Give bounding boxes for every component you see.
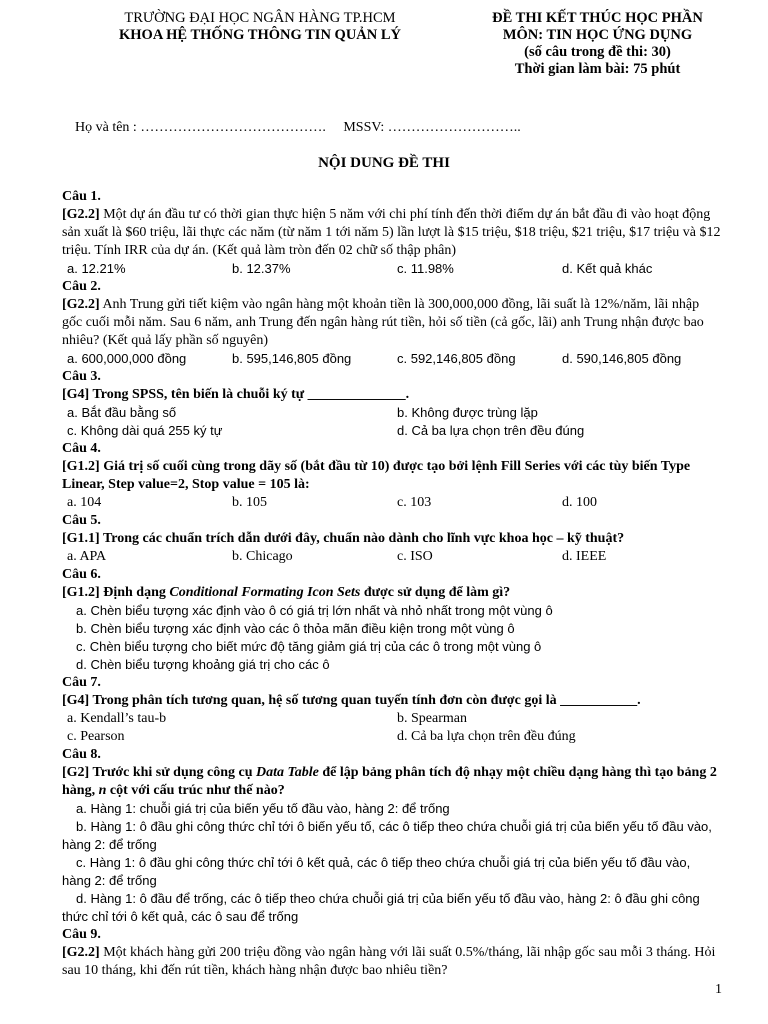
question-2 bbox=[62, 278, 722, 368]
option-a[interactable]: a. 12.21% bbox=[67, 261, 126, 276]
option-b[interactable]: b. 595,146,805 đồng bbox=[232, 351, 352, 366]
option-d[interactable]: d. Cả ba lựa chọn trên đều đúng bbox=[397, 423, 585, 438]
student-id-field[interactable]: MSSV: ……………………….. bbox=[343, 120, 521, 135]
answer-options bbox=[62, 350, 722, 368]
option-d[interactable]: d. Kết quả khác bbox=[562, 261, 653, 276]
question-number: Câu 3. bbox=[62, 369, 101, 384]
option-b[interactable]: b. Chèn biểu tượng xác định vào các ô thỏa mãn điều kiện trong một vùng ô bbox=[76, 621, 515, 636]
header-left bbox=[70, 10, 450, 44]
option-b[interactable]: b. Hàng 1: ô đầu ghi công thức chỉ tới ô biến yếu tố, các ô tiếp theo chứa chuỗi giá trị của biến yếu tố đầu vào, hàng 2: để trống bbox=[62, 819, 712, 852]
option-c[interactable]: c. ISO bbox=[397, 549, 433, 564]
question-number: Câu 9. bbox=[62, 927, 101, 942]
question-count: (số câu trong đề thi: 30) bbox=[524, 44, 671, 60]
question-6 bbox=[62, 566, 722, 674]
question-number: Câu 2. bbox=[62, 279, 101, 294]
answer-options bbox=[62, 404, 722, 440]
option-b[interactable]: b. Chicago bbox=[232, 549, 293, 564]
option-d[interactable]: d. Chèn biểu tượng khoảng giá trị cho các ô bbox=[76, 657, 330, 672]
answer-options bbox=[62, 710, 722, 746]
question-1 bbox=[62, 188, 722, 278]
option-d[interactable]: d. 590,146,805 đồng bbox=[562, 351, 682, 366]
option-c[interactable]: c. 11.98% bbox=[397, 261, 454, 276]
option-b[interactable]: b. 105 bbox=[232, 495, 267, 510]
answer-options bbox=[62, 260, 722, 278]
option-d[interactable]: d. 100 bbox=[562, 495, 597, 510]
option-a[interactable]: a. APA bbox=[67, 549, 107, 564]
question-number: Câu 1. bbox=[62, 189, 101, 204]
subject-name: MÔN: TIN HỌC ỨNG DỤNG bbox=[502, 27, 693, 43]
page-number: 1 bbox=[715, 982, 722, 997]
question-text: [G2.2] Một khách hàng gửi 200 triệu đồng vào ngân hàng với lãi suất 0.5%/tháng, lãi nhập gốc sau mỗi 3 tháng. Hỏi sau 10 tháng, khi đến rút tiền, khách hàng nhận được bao nhiêu tiền? bbox=[62, 945, 716, 978]
student-name-field[interactable]: Họ và tên : …………………………………. bbox=[75, 120, 326, 135]
faculty-name: KHOA HỆ THỐNG THÔNG TIN QUẢN LÝ bbox=[119, 27, 401, 43]
answer-options bbox=[62, 548, 722, 566]
question-number: Câu 5. bbox=[62, 513, 101, 528]
question-4 bbox=[62, 440, 722, 512]
question-number: Câu 7. bbox=[62, 675, 101, 690]
option-d[interactable]: d. IEEE bbox=[562, 549, 607, 564]
questions-list bbox=[62, 188, 722, 980]
option-c[interactable]: c. Chèn biểu tượng cho biết mức độ tăng giảm giá trị của các ô trong một vùng ô bbox=[76, 639, 542, 654]
question-text: [G2.2] Một dự án đầu tư có thời gian thực hiện 5 năm với chi phí tính đến thời điểm dự án bắt đầu đi vào hoạt động sản xuất là $60 triệu, lãi thực các năm (từ năm 1 tới năm 5) lần lượt là $15 triệu, $18 triệu, $21 triệu, $17 triệu và $12 triệu. Tính IRR của dự án. (Kết quả làm tròn đến 02 chữ số thập phân) bbox=[62, 207, 721, 258]
question-8 bbox=[62, 746, 722, 926]
option-c[interactable]: c. Không dài quá 255 ký tự bbox=[67, 423, 223, 438]
question-7 bbox=[62, 674, 722, 746]
question-text: [G1.2] Giá trị số cuối cùng trong dãy số (bắt đầu từ 10) được tạo bởi lệnh Fill Series với các tùy biến Type Linear, Step value=2, Stop value = 105 là: bbox=[62, 459, 691, 492]
question-text: [G1.2] Định dạng Conditional Formating Icon Sets được sử dụng để làm gì? bbox=[62, 585, 511, 600]
option-c[interactable]: c. Pearson bbox=[67, 729, 125, 744]
question-text: [G2] Trước khi sử dụng công cụ Data Table để lập bảng phân tích độ nhạy một chiều dạng hàng thì tạo bảng 2 hàng, n cột với cấu trúc như thế nào? bbox=[62, 765, 717, 798]
exam-title: ĐỀ THI KẾT THÚC HỌC PHẦN bbox=[492, 10, 703, 26]
question-9 bbox=[62, 926, 722, 980]
option-b[interactable]: b. Spearman bbox=[397, 711, 467, 726]
option-a[interactable]: a. 600,000,000 đồng bbox=[67, 351, 187, 366]
option-b[interactable]: b. Không được trùng lặp bbox=[397, 405, 538, 420]
question-text: [G2.2] Anh Trung gửi tiết kiệm vào ngân hàng một khoản tiền là 300,000,000 đồng, lãi suất là 12%/năm, lãi nhập gốc cuối mỗi năm. Sau 6 năm, anh Trung đến ngân hàng rút tiền, hỏi số tiền (cả gốc, lãi) anh Trung nhận được bao nhiêu? (Kết quả lấy phần số nguyên) bbox=[62, 297, 704, 348]
option-a[interactable]: a. Bắt đầu bằng số bbox=[67, 405, 177, 420]
question-text: [G1.1] Trong các chuẩn trích dẫn dưới đây, chuẩn nào dành cho lĩnh vực khoa học – kỹ thuật? bbox=[62, 531, 625, 546]
option-a[interactable]: a. 104 bbox=[67, 495, 102, 510]
question-text: [G4] Trong SPSS, tên biến là chuỗi ký tự ______________. bbox=[62, 387, 410, 402]
student-info bbox=[75, 120, 715, 136]
section-title: NỘI DUNG ĐỀ THI bbox=[318, 155, 450, 171]
question-number: Câu 6. bbox=[62, 567, 101, 582]
question-number: Câu 8. bbox=[62, 747, 101, 762]
question-5 bbox=[62, 512, 722, 566]
school-name: TRƯỜNG ĐẠI HỌC NGÂN HÀNG TP.HCM bbox=[124, 10, 396, 26]
option-a[interactable]: a. Hàng 1: chuỗi giá trị của biến yếu tố đầu vào, hàng 2: để trống bbox=[76, 801, 450, 816]
question-3 bbox=[62, 368, 722, 440]
question-number: Câu 4. bbox=[62, 441, 101, 456]
option-b[interactable]: b. 12.37% bbox=[232, 261, 291, 276]
option-d[interactable]: d. Hàng 1: ô đầu để trống, các ô tiếp theo chứa chuỗi giá trị của biến yếu tố đầu vào, hàng 2: ô đầu ghi công thức chỉ tới ô kết quả, các ô sau để trống bbox=[62, 891, 700, 924]
answer-options bbox=[62, 494, 722, 512]
option-a[interactable]: a. Kendall’s tau-b bbox=[67, 711, 167, 726]
option-a[interactable]: a. Chèn biểu tượng xác định vào ô có giá trị lớn nhất và nhỏ nhất trong một vùng ô bbox=[76, 603, 553, 618]
option-c[interactable]: c. 103 bbox=[397, 495, 432, 510]
question-text: [G4] Trong phân tích tương quan, hệ số tương quan tuyến tính đơn còn được gọi là ___________. bbox=[62, 693, 641, 708]
header-right bbox=[455, 10, 740, 78]
option-c[interactable]: c. 592,146,805 đồng bbox=[397, 351, 516, 366]
option-d[interactable]: d. Cả ba lựa chọn trên đều đúng bbox=[397, 729, 576, 744]
exam-duration: Thời gian làm bài: 75 phút bbox=[514, 61, 681, 77]
option-c[interactable]: c. Hàng 1: ô đầu ghi công thức chỉ tới ô kết quả, các ô tiếp theo chứa chuỗi giá trị của biến yếu tố đầu vào, hàng 2: để trống bbox=[62, 855, 691, 888]
